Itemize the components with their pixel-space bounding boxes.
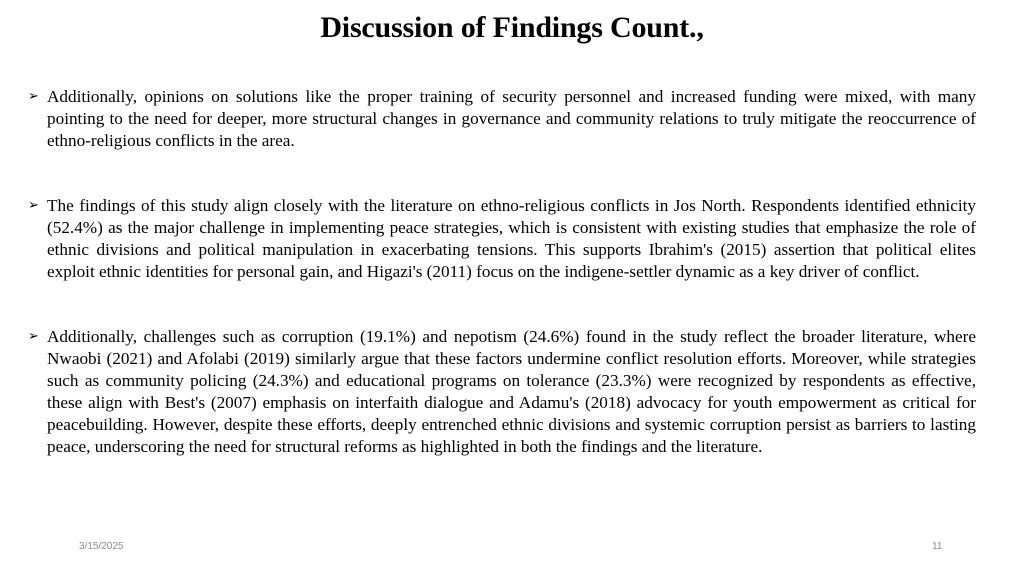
- bullet-item: [28, 195, 976, 283]
- bullet-text: Additionally, opinions on solutions like the proper training of security personnel and increased funding were mixed, with many pointing to the need for deeper, more structural changes in governance and community relations to truly mitigate the reoccurrence of ethno-religious conflicts in the area.: [47, 87, 976, 150]
- bullet-item: [28, 326, 976, 458]
- bullet-text: Additionally, challenges such as corruption (19.1%) and nepotism (24.6%) found in the study reflect the broader literature, where Nwaobi (2021) and Afolabi (2019) similarly argue that these factors undermine conflict resolution efforts. Moreover, while strategies such as community policing (24.3%) and educational programs on tolerance (23.3%) were recognized by respondents as effective, these align with Best's (2007) emphasis on interfaith dialogue and Adamu's (2018) advocacy for youth empowerment as critical for peacebuilding. However, despite these efforts, deeply entrenched ethnic divisions and systemic corruption persist as barriers to lasting peace, underscoring the need for structural reforms as highlighted in both the findings and the literature.: [47, 327, 976, 456]
- arrow-bullet-icon: ➢: [28, 329, 39, 344]
- footer-date: 3/15/2025: [79, 541, 124, 552]
- bullet-list: [28, 86, 976, 458]
- arrow-bullet-icon: ➢: [28, 198, 39, 213]
- bullet-item: [28, 86, 976, 152]
- slide-number: 11: [932, 541, 943, 552]
- arrow-bullet-icon: ➢: [28, 89, 39, 104]
- bullet-text: The findings of this study align closely with the literature on ethno-religious conflicts in Jos North. Respondents identified ethnicity (52.4%) as the major challenge in implementing peace strategies, which is consistent with existing studies that emphasize the role of ethnic divisions and political manipulation in exacerbating tensions. This supports Ibrahim's (2015) assertion that political elites exploit ethnic identities for personal gain, and Higazi's (2011) focus on the indigene-settler dynamic as a key driver of conflict.: [47, 196, 976, 281]
- slide-title: Discussion of Findings Count.,: [320, 11, 704, 44]
